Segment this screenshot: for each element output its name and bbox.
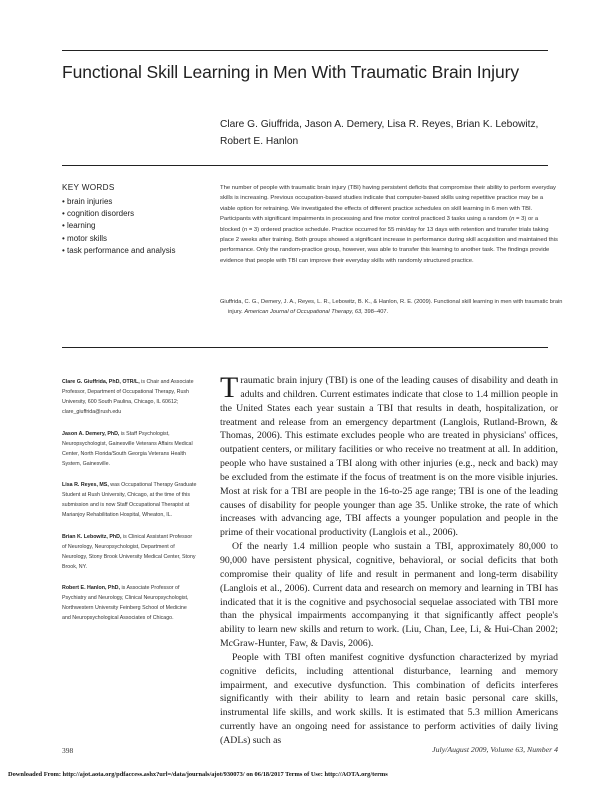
keyword-item: • task performance and analysis: [62, 245, 176, 257]
affiliation-4: Brian K. Lebowitz, PhD, is Clinical Assistant Professor of Neurology, Neuropsychologist, Department of Neurology, Stony Brook University Medical Center, Stony Brook, NY.: [62, 534, 196, 570]
top-rule: [62, 50, 548, 51]
keywords-heading: KEY WORDS: [62, 183, 115, 192]
abstract: The number of people with traumatic brain injury (TBI) having persistent deficits that compromise their ability to perform everyday skills is increasing. Previous occupation-based studies indicate that computer-based skills using repetitive practice may be a viable option for retraining. We investigated the effects of different practice schedules on skill learning in 6 men with TBI. Participants with significant impairments in processing and fine motor control practiced 3 tasks using a random (n = 3) or a blocked (n = 3) ordered practice schedule. Practice occurred for 55 min/day for 13 days with retention and transfer trials taking place 2 weeks after training. Both groups showed a significant increase in performance during skill acquisition and maintained this performance. Only the random-practice group, however, was able to transfer this learning to another task. The findings provide evidence that people with TBI can improve their everyday skills with randomly structured practice.: [220, 185, 558, 264]
body-paragraph-3: People with TBI often manifest cognitive dysfunction characterized by myriad cognitive deficits, including attentional disturbance, learning and memory impairment, and executive dysfunction. This combination of deficits interferes significantly with their ability to learn and retain basic personal care skills, instrumental life skills, and work skills. It is estimated that 5.3 million Americans currently have an ongoing need for assistance to perform activities of daily living (ADLs) such as: [220, 651, 558, 746]
issue-info: July/August 2009, Volume 63, Number 4: [432, 745, 558, 754]
keyword-item: • cognition disorders: [62, 208, 176, 220]
authors-rule: [62, 165, 548, 166]
author-line-1: Clare G. Giuffrida, Jason A. Demery, Lisa R. Reyes, Brian K. Lebowitz,: [220, 119, 539, 130]
affiliation-1: Clare G. Giuffrida, PhD, OTR/L, is Chair and Associate Professor, Department of Occupational Therapy, Rush University, 600 South Paulina, Chicago, IL 60612; clare_giuffrida@rush.edu: [62, 379, 194, 415]
drop-cap: T: [220, 371, 239, 404]
article-title: Functional Skill Learning in Men With Traumatic Brain Injury: [62, 62, 519, 82]
keyword-item: • learning: [62, 220, 176, 232]
author-line-2: Robert E. Hanlon: [220, 136, 299, 147]
citation: Giuffrida, C. G., Demery, J. A., Reyes, L. R., Lebowitz, B. K., & Hanlon, R. E. (2009). Functional skill learning in men with traumatic brain injury. American Journal of Occupational Therapy, 63, 398–407.: [220, 299, 563, 316]
download-notice: Downloaded From: http://ajot.aota.org/pdfaccess.ashx?url=/data/journals/ajot/930073/ on 06/18/2017 Terms of Use: http://AOTA.org/terms: [8, 771, 388, 778]
author-list: [220, 116, 560, 150]
body-text: [220, 371, 558, 748]
keyword-item: • motor skills: [62, 233, 176, 245]
section-rule: [62, 347, 548, 348]
body-paragraph-1: Traumatic brain injury (TBI) is one of the leading causes of disability and death in adults and children. Current estimates indicate that close to 1.4 million people in the United States each year sustain a TBI that results in death, hospitalization, or treatment and release from an emergency department (Langlois, Rutland-Brown, & Thomas, 2006). This estimate excludes people who are treated in physicians' offices, outpatient centers, or military facilities or who receive no treatment at all. In addition, people who have sustained a TBI along with other injuries (e.g., neck and back) may be excluded from the estimate if the focus of treatment is on the more visible injuries. Most at risk for a TBI are people in the 16-to-25 age range; TBI is one of the leading causes of disability for people younger than age 35. Unlike stroke, the rate of which increases with advancing age, TBI affects a younger population and people in the prime of their vocational productivity (Langlois et al., 2006).: [220, 371, 558, 539]
page-number: 398: [62, 746, 74, 755]
affiliation-5: Robert E. Hanlon, PhD, is Associate Professor of Psychiatry and Neurology, Clinical Neuropsychologist, Northwestern University Feinberg School of Medicine and Neuropsychological Associates of Chicago.: [62, 585, 189, 621]
affiliation-2: Jason A. Demery, PhD, is Staff Psychologist, Neuropsychologist, Gainesville Veterans Affairs Medical Center, North Florida/South Georgia Veterans Health System, Gainesville.: [62, 431, 193, 467]
body-paragraph-2: Of the nearly 1.4 million people who sustain a TBI, approximately 80,000 to 90,000 have persistent physical, cognitive, behavioral, or social deficits that both compromise their quality of life and result in permanent and long-term disability (Langlois et al., 2006). Current data and research on memory and learning in TBI has indicated that it is the cognitive and psychosocial sequelae associated with TBI more than the physical impairments accompanying it that significantly affect people's ability to learn new skills and return to work. (Liu, Chan, Lee, Li, & Hui-Chan 2002; McGraw-Hunter, Faw, & Davis, 2006).: [220, 541, 558, 650]
affiliation-3: Lisa R. Reyes, MS, was Occupational Therapy Graduate Student at Rush University, Chicago, at the time of this submission and is now Staff Occupational Therapist at Marianjoy Rehabilitation Hospital, Wheaton, IL.: [62, 482, 197, 518]
keyword-item: • brain injuries: [62, 196, 176, 208]
keywords-list: [62, 196, 176, 257]
